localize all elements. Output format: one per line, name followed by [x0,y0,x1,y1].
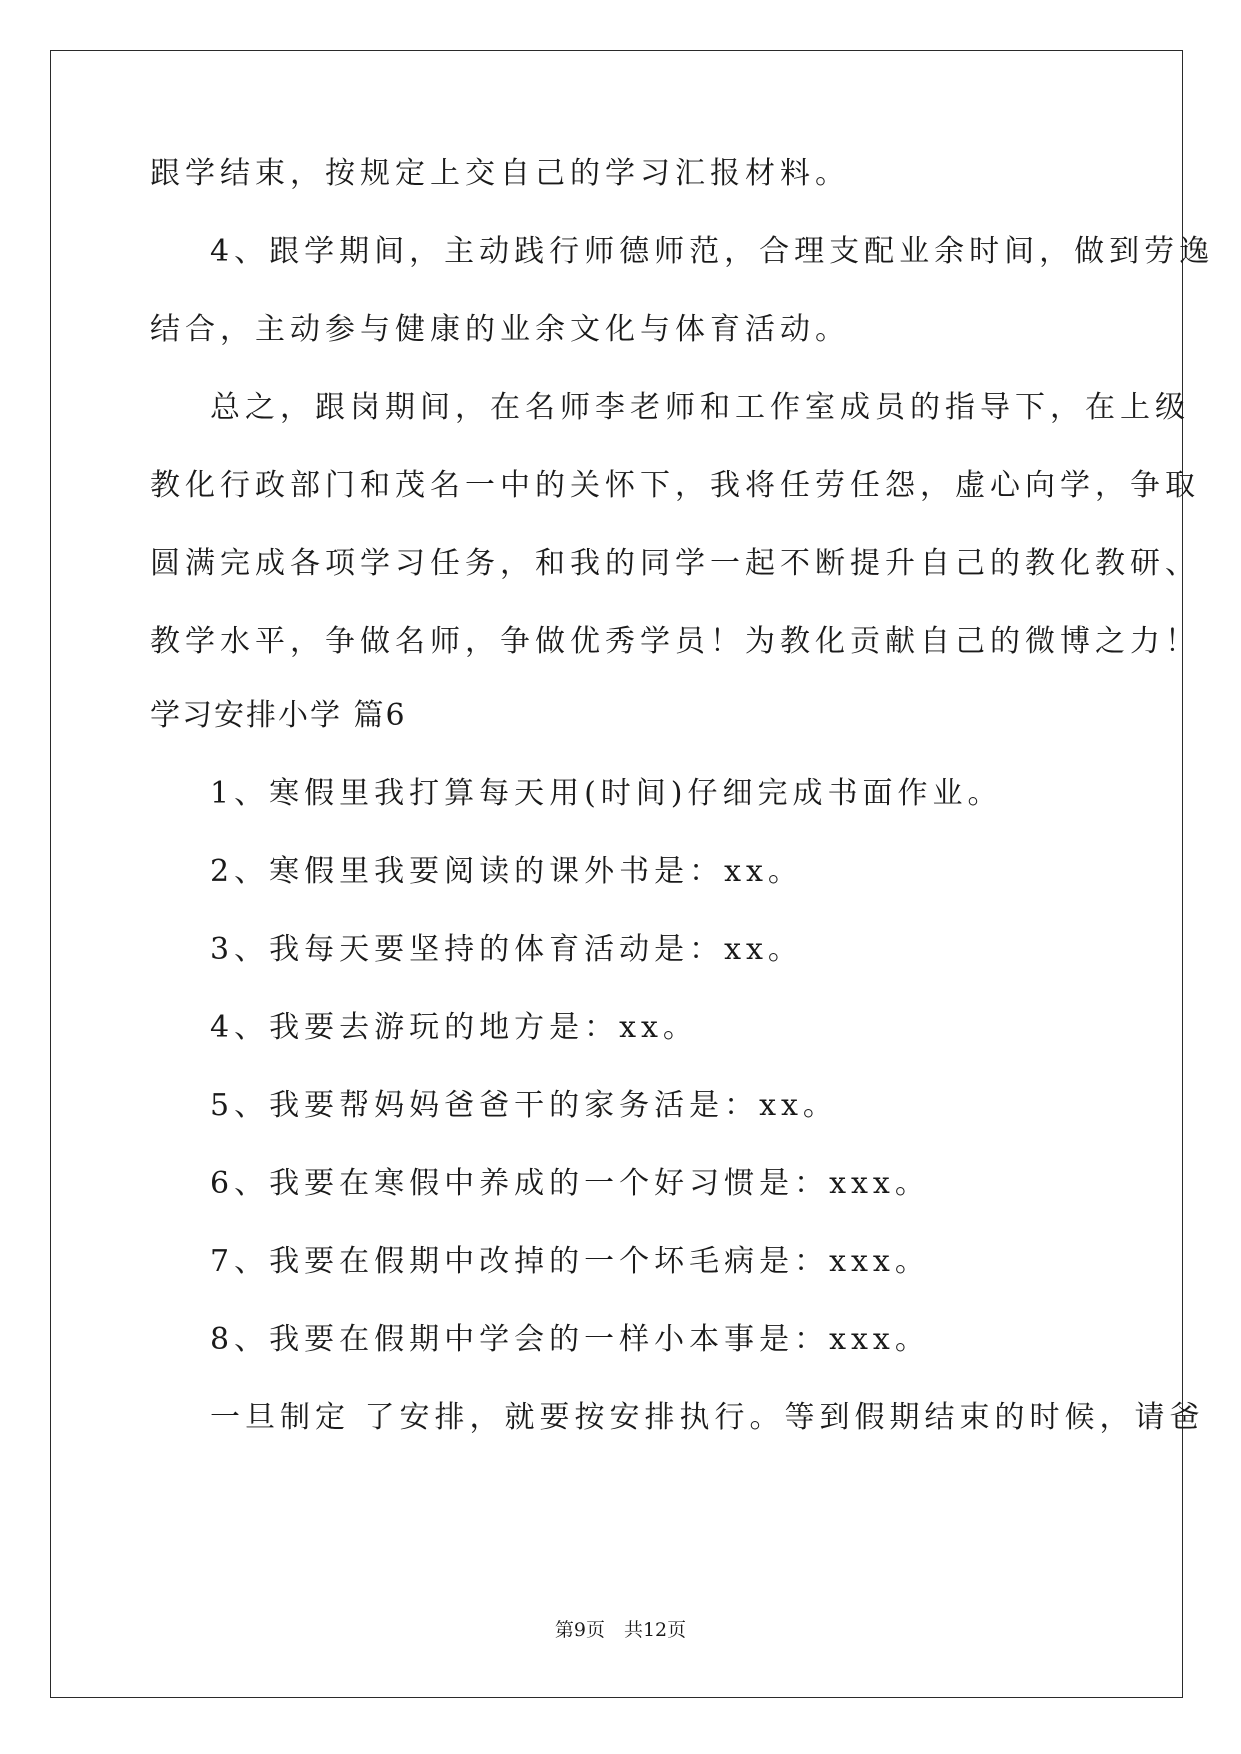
list-item: 2、寒假里我要阅读的课外书是：xx。 [210,854,803,889]
list-item: 8、我要在假期中学会的一样小本事是：xxx。 [210,1322,930,1357]
list-item: 3、我每天要坚持的体育活动是：xx。 [210,932,803,967]
section-heading: 学习安排小学 篇6 [150,698,407,733]
paragraph-line: 总之，跟岗期间，在名师李老师和工作室成员的指导下，在上级 [210,390,1190,425]
paragraph-line: 4、跟学期间，主动践行师德师范，合理支配业余时间，做到劳逸 [210,234,1215,269]
paragraph-line: 圆满完成各项学习任务，和我的同学一起不断提升自己的教化教研、 [150,546,1200,581]
paragraph-line: 结合，主动参与健康的业余文化与体育活动。 [150,312,850,347]
list-item: 7、我要在假期中改掉的一个坏毛病是：xxx。 [210,1244,930,1279]
list-item: 4、我要去游玩的地方是：xx。 [210,1010,698,1045]
paragraph-line: 教学水平，争做名师，争做优秀学员！为教化贡献自己的微博之力！ [150,624,1200,659]
paragraph-line: 教化行政部门和茂名一中的关怀下，我将任劳任怨，虚心向学，争取 [150,468,1200,503]
list-item: 1、寒假里我打算每天用(时间)仔细完成书面作业。 [210,776,1003,811]
paragraph-line: 跟学结束，按规定上交自己的学习汇报材料。 [150,156,850,191]
list-item: 6、我要在寒假中养成的一个好习惯是：xxx。 [210,1166,930,1201]
paragraph-line: 一旦制定 了安排，就要按安排执行。等到假期结束的时候，请爸 [210,1400,1205,1435]
page-number-footer: 第9页 共12页 [554,1619,687,1641]
list-item: 5、我要帮妈妈爸爸干的家务活是：xx。 [210,1088,838,1123]
